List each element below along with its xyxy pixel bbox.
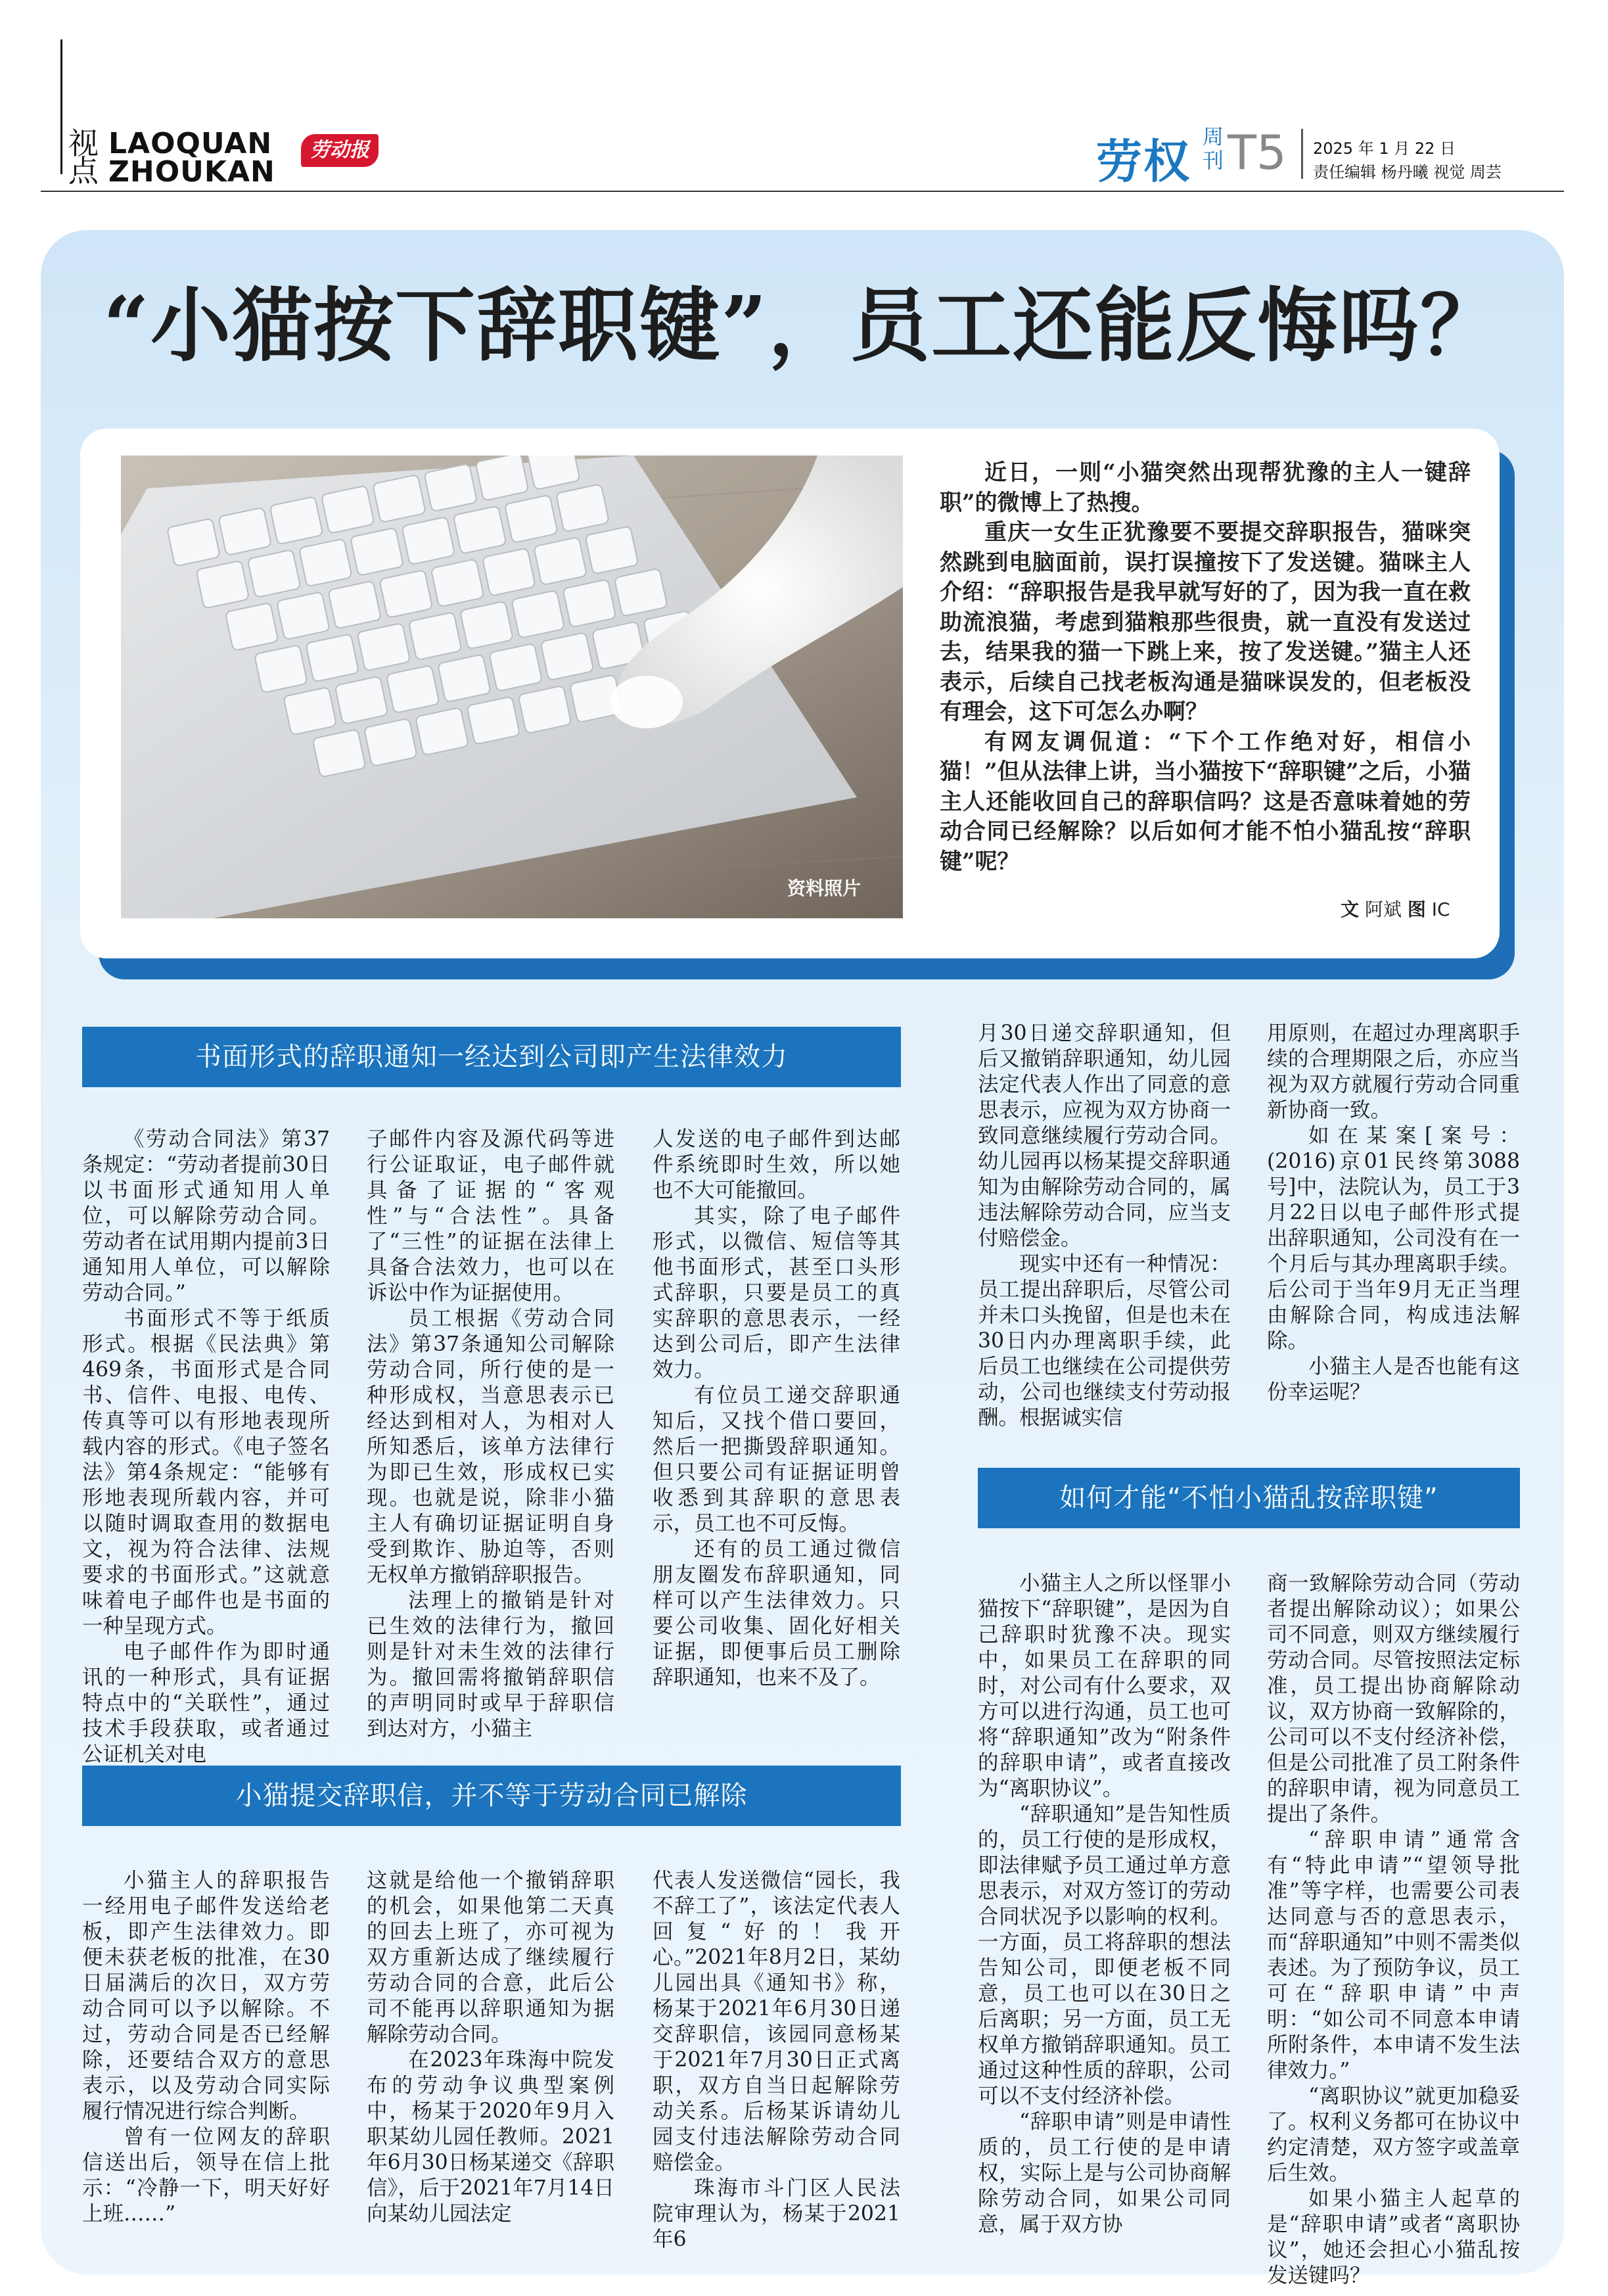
editor-credits: 责任编辑 杨丹曦 视觉 周芸 [1313,163,1502,181]
cat-keyboard-photo [121,456,903,918]
section-title-2: 小猫提交辞职信，并不等于劳动合同已解除 [82,1766,901,1826]
paragraph: 法理上的撤销是针对已生效的法律行为，撤回则是针对未生效的法律行为。撤回需将撤销辞职信的声明同时或早于辞职信到达对方，小猫主 [367,1589,614,1741]
section-title-1: 书面形式的辞职通知一经达到公司即产生法律效力 [82,1027,901,1087]
masthead-divider [1301,129,1303,179]
paragraph: 电子邮件作为即时通讯的一种形式，具有证据特点中的“关联性”，通过技术手段获取，或者通过公证机关对电 [82,1640,330,1766]
paragraph: 《劳动合同法》第37条规定：“劳动者提前30日以书面形式通知用人单位，可以解除劳动合同。劳动者在试用期内提前3日通知用人单位，可以解除劳动合同。” [82,1127,330,1305]
paragraph: 小猫主人是否也能有这份幸运呢？ [1267,1355,1520,1404]
paragraph: 如果小猫主人起草的是“辞职申请”或者“离职协议”，她还会担心小猫乱按发送键吗？ [1267,2187,1520,2287]
paragraph: “辞职通知”是告知性质的，员工行使的是形成权，即法律赋予员工通过单方意思表示，对双方签订的劳动合同状况予以影响的权利。一方面，员工将辞职的想法告知公司，即便老板不同意，员工也可以在30日之后离职；另一方面，员工无权单方撤销辞职通知。员工通过这种性质的辞职，公司可以不支付经济补偿。 [978,1802,1231,2108]
section-char-top: 视 [68,126,99,161]
paragraph: 人发送的电子邮件到达邮件系统即时生效，所以她也不大可能撤回。 [653,1127,900,1202]
brand-line1: LAOQUAN [108,127,273,160]
paragraph: 曾有一位网友的辞职信送出后，领导在信上批示：“冷静一下，明天好好上班……” [82,2125,330,2226]
paragraph: 子邮件内容及源代码等进行公证取证，电子邮件就具备了证据的“客观性”与“合法性”。具备了“三性”的证据在法律上具备合法效力，也可以在诉讼中作为证据使用。 [367,1127,614,1305]
paragraph: 有位员工递交辞职通知后，又找个借口要回，然后一把撕毁辞职通知。但只要公司有证据证明曾收悉到其辞职的意思表示，员工也不可反悔。 [653,1384,900,1535]
byline-author: 阿斌 [1364,899,1402,920]
section1-column-2 [367,1127,614,1742]
intro-paragraph: 有网友调侃道：“下个工作绝对好，相信小猫！”但从法律上讲，当小猫按下“辞职键”之后，小猫主人还能收回自己的辞职信吗？这是否意味着她的劳动合同已经解除？以后如何才能不怕小猫乱按“辞职键”呢？ [940,728,1471,875]
paragraph: 如在某案[案号：(2016)京01民终第3088号]中，法院认为，员工于3月22日以电子邮件形式提出辞职通知，公司没有在一个月后与其办理离职手续。后公司于当年9月无正当理由解除合同，构成违法解除。 [1267,1124,1520,1353]
byline-label-photo: 图 [1407,899,1426,920]
page-number: T5 [1228,125,1287,180]
headline: “小猫按下辞职键”，员工还能反悔吗？ [103,278,1502,373]
paragraph: 商一致解除劳动合同（劳动者提出解除动议）；如果公司不同意，则双方继续履行劳动合同。尽管按照法定标准，员工提出协商解除动议，双方协商一致解除的，公司可以不支付经济补偿，但是公司批准了员工附条件的辞职申请，视为同意员工提出了条件。 [1267,1572,1520,1826]
paragraph: “辞职申请”通常含有“特此申请”“望领导批准”等字样，也需要公司表达同意与否的意思表示，而“辞职通知”中则不需类似表述。为了预防争议，员工可在“辞职申请”中声明：“如公司不同意本申请所附条件，本申请不发生法律效力。” [1267,1828,1520,2082]
paragraph: 现实中还有一种情况：员工提出辞职后，尽管公司并未口头挽留，但是也未在30日内办理离职手续，此后员工也继续在公司提供劳动，公司也继续支付劳动报酬。根据诚实信 [978,1252,1231,1430]
header-rule-horizontal [41,191,1564,192]
section1-column-1 [82,1127,330,1768]
section2-column-1 [82,1868,330,2227]
paragraph: 这就是给他一个撤销辞职的机会，如果他第二天真的回去上班了，亦可视为双方重新达成了继续履行劳动合同的合意，此后公司不能再以辞职通知为据解除劳动合同。 [367,1869,614,2046]
newspaper-seal: 劳动报 [301,134,379,167]
paragraph: 珠海市斗门区人民法院审理认为，杨某于2021年6 [653,2176,900,2251]
masthead-title: 劳权 [1096,135,1191,189]
paragraph: 书面形式不等于纸质形式。根据《民法典》第469条，书面形式是合同书、信件、电报、电传、传真等可以有形地表现所载内容的形式。《电子签名法》第4条规定：“能够有形地表现所载内容，并可以随时调取查用的数据电文，视为符合法律、法规要求的书面形式。”这就意味着电子邮件也是书面的一种呈现方式。 [82,1307,330,1638]
section-char-bottom: 点 [68,153,99,189]
byline-label-text: 文 [1341,899,1360,920]
paragraph: 代表人发送微信“园长，我不辞工了”，该法定代表人回复“好的！我开心。”2021年8月2日，某幼儿园出具《通知书》称，杨某于2021年6月30日递交辞职信，该园同意杨某于2021年7月30日正式离职，双方自当日起解除劳动关系。后杨某诉请幼儿园支付违法解除劳动合同赔偿金。 [653,1869,900,2174]
paragraph: 小猫主人之所以怪罪小猫按下“辞职键”，是因为自己辞职时犹豫不决。现实中，如果员工在辞职的同时，对公司有什么要求，双方可以进行沟通，员工也可将“辞职通知”改为“附条件的辞职申请”，或者直接改为“离职协议”。 [978,1572,1231,1800]
intro-paragraph: 近日，一则“小猫突然出现帮犹豫的主人一键辞职”的微博上了热搜。 [940,459,1471,516]
paragraph: “辞职申请”则是申请性质的，员工行使的是申请权，实际上是与公司协商解除劳动合同，如果公司同意，属于双方协 [978,2110,1231,2236]
section1-column-3 [653,1127,900,1691]
section2-column-3 [653,1868,900,2253]
section3-column-2 [1267,1571,1520,2289]
continuation-column-4 [978,1021,1231,1431]
paragraph: 其实，除了电子邮件形式，以微信、短信等其他书面形式，甚至口头形式辞职，只要是员工的真实辞职的意思表示，一经达到公司后，即产生法律效力。 [653,1204,900,1382]
paragraph: 小猫主人的辞职报告一经用电子邮件发送给老板，即产生法律效力。即便未获老板的批准，在30日届满后的次日，双方劳动合同可以予以解除。不过，劳动合同是否已经解除，还要结合双方的意思表示，以及劳动合同实际履行情况进行综合判断。 [82,1869,330,2123]
section2-column-2 [367,1868,614,2227]
paragraph: 在2023年珠海中院发布的劳动争议典型案例中，杨某于2020年9月入职某幼儿园任教师。2021年6月30日杨某递交《辞职信》，后于2021年7月14日向某幼儿园法定 [367,2048,614,2226]
paragraph: 员工根据《劳动合同法》第37条通知公司解除劳动合同，所行使的是一种形成权，当意思表示已经达到相对人，为相对人所知悉后，该单方法律行为即已生效，形成权已实现。也就是说，除非小猫主人有确切证据证明自身受到欺诈、胁迫等，否则无权单方撤销辞职报告。 [367,1307,614,1587]
paragraph: “离职协议”就更加稳妥了。权利义务都可在协议中约定清楚，双方签字或盖章后生效。 [1267,2084,1520,2185]
paragraph: 还有的员工通过微信朋友圈发布辞职通知，同样可以产生法律效力。只要公司收集、固化好相关证据，即便事后员工删除辞职通知，也来不及了。 [653,1537,900,1689]
section-title-3: 如何才能“不怕小猫乱按辞职键” [978,1468,1520,1528]
masthead-sub: 周刊 [1203,124,1224,173]
intro-paragraph: 重庆一女生正犹豫要不要提交辞职报告，猫咪突然跳到电脑面前，误打误撞按下了发送键。猫咪主人介绍：“辞职报告是我早就写好的了，因为我一直在救助流浪猫，考虑到猫粮那些很贵，就一直没有发送过去，结果我的猫一下跳上来，按了发送键。”猫主人还表示，后续自己找老板沟通是猫咪误发的，但老板没有理会，这下可怎么办啊？ [940,519,1471,725]
paragraph: 用原则，在超过办理离职手续的合理期限之后，亦应当视为双方就履行劳动合同重新协商一致。 [1267,1021,1520,1122]
paragraph: 月30日递交辞职通知，但后又撤销辞职通知，幼儿园法定代表人作出了同意的意思表示，应视为双方协商一致同意继续履行劳动合同。幼儿园再以杨某提交辞职通知为由解除劳动合同的，属违法解除劳动合同，应当支付赔偿金。 [978,1021,1231,1250]
byline-photo-credit: IC [1431,899,1450,920]
continuation-column-5 [1267,1021,1520,1405]
brand-line2: ZHOUKAN [108,155,275,189]
section3-column-1 [978,1571,1231,2237]
intro-text [940,458,1471,877]
header-rule [60,39,62,174]
photo-caption: 资料照片 [787,878,861,899]
issue-date: 2025 年 1 月 22 日 [1313,139,1456,158]
byline [1341,895,1450,922]
